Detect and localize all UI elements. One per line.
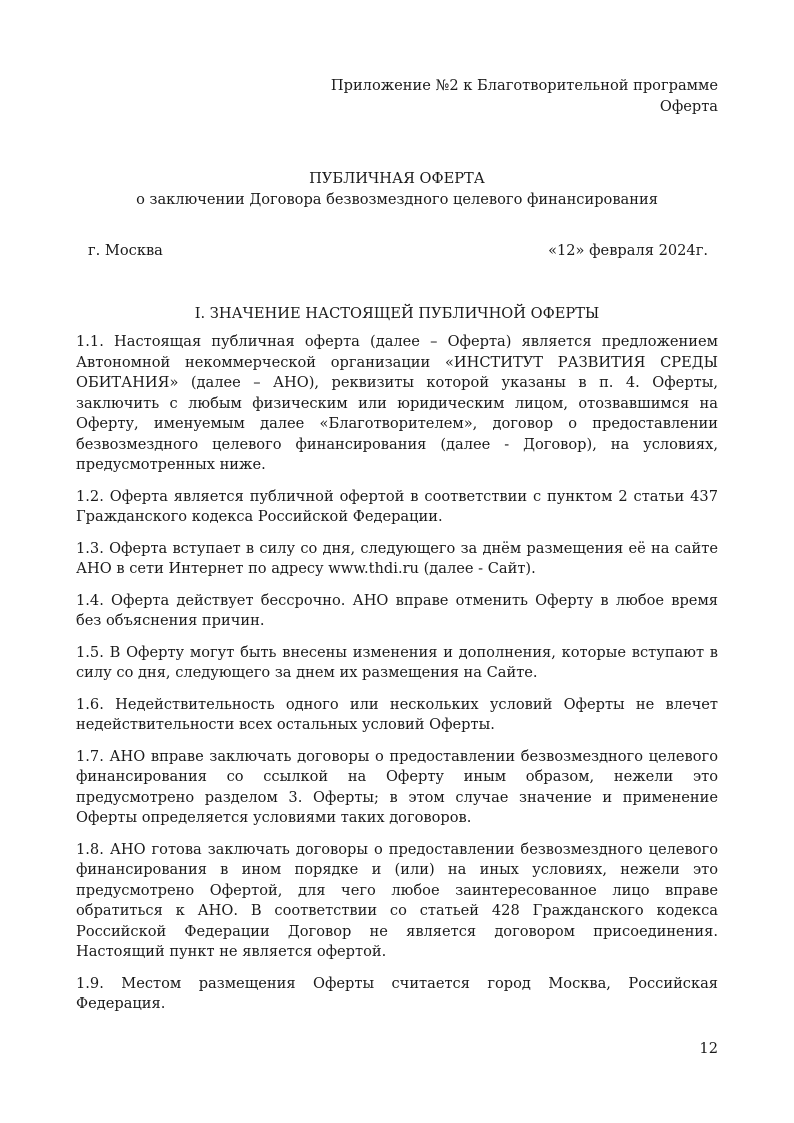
clause-1-8: 1.8. АНО готова заключать договоры о предоставлении безвозмездного целевого финансирования в ином порядке и (или) на иных условиях, нежели это предусмотрено Офертой, для чего любое заинтересованное лицо вправе обратиться к АНО. В соответствии со статьей 428 Гражданского кодекса Российской Федерации Договор не является договором присоединения. Настоящий пункт не является офертой.	[76, 840, 718, 960]
appendix-line-2: Оферта	[659, 97, 718, 115]
clause-1-2: 1.2. Оферта является публичной офертой в соответствии с пунктом 2 статьи 437 Гражданского кодекса Российской Федерации.	[76, 487, 718, 525]
title-block	[76, 169, 718, 210]
clause-1-1: 1.1. Настоящая публичная оферта (далее – Оферта) является предложением Автономной некоммерческой организации «ИНСТИТУТ РАЗВИТИЯ СРЕДЫ ОБИТАНИЯ» (далее – АНО), реквизиты которой указаны в п. 4. Оферты, заключить с любым физическим или юридическим лицом, отозвавшимся на Оферту, именуемым далее «Благотворителем», договор о предоставлении безвозмездного целевого финансирования (далее - Договор), на условиях, предусмотренных ниже.	[76, 333, 718, 473]
appendix-header	[76, 76, 718, 117]
document-title: ПУБЛИЧНАЯ ОФЕРТА	[309, 170, 485, 187]
page-number: 12	[699, 1040, 718, 1057]
clause-1-3: 1.3. Оферта вступает в силу со дня, следующего за днём размещения её на сайте АНО в сети Интернет по адресу www.thdi.ru (далее - Сайт).	[76, 539, 718, 577]
city: г. Москва	[88, 242, 163, 259]
clause-1-7: 1.7. АНО вправе заключать договоры о предоставлении безвозмездного целевого финансирования со ссылкой на Оферту иным образом, нежели это предусмотрено разделом 3. Оферты; в этом случае значение и применение Оферты определяется условиями таких договоров.	[76, 747, 718, 826]
date: «12» февраля 2024г.	[548, 242, 708, 259]
place-date-row	[76, 241, 718, 262]
section-heading: I. ЗНАЧЕНИЕ НАСТОЯЩЕЙ ПУБЛИЧНОЙ ОФЕРТЫ	[194, 304, 600, 322]
appendix-line-1: Приложение №2 к Благотворительной программе	[330, 77, 718, 94]
clause-1-4: 1.4. Оферта действует бессрочно. АНО вправе отменить Оферту в любое время без объяснения причин.	[76, 591, 718, 629]
clause-1-9: 1.9. Местом размещения Оферты считается город Москва, Российская Федерация.	[76, 974, 718, 1012]
clauses-list	[76, 332, 718, 1015]
clause-1-5: 1.5. В Оферту могут быть внесены изменения и дополнения, которые вступают в силу со дня, следующего за днем их размещения на Сайте.	[76, 643, 718, 681]
document-subtitle: о заключении Договора безвозмездного целевого финансирования	[136, 190, 658, 208]
clause-1-6: 1.6. Недействительность одного или нескольких условий Оферты не влечет недействительности всех остальных условий Оферты.	[76, 695, 718, 733]
